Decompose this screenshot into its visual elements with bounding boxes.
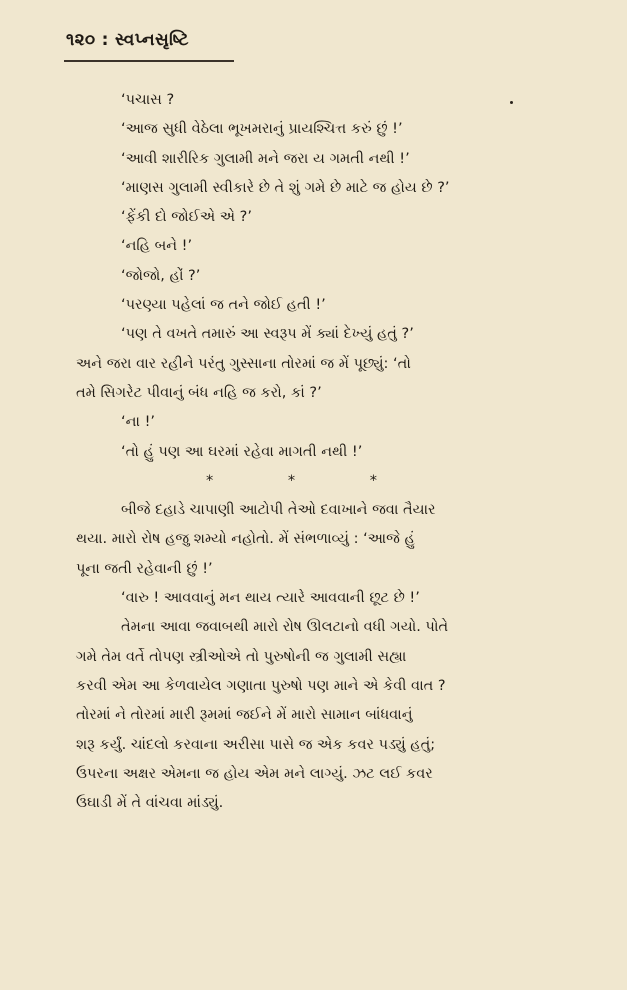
text-line: ‘પરણ્યા પહેલાં જ તને જોઈ હતી !’ — [121, 297, 326, 314]
section-break: * * * — [206, 472, 377, 489]
text-line: બીજે દહાડે ચાપાણી આટોપી તેઓ દવાખાને જવા તૈયાર — [121, 502, 436, 519]
body-text — [76, 86, 596, 818]
text-line: તમે સિગરેટ પીવાનું બંધ નહિ જ કરો, કાં ?’ — [76, 384, 322, 401]
running-head: ૧૨૦ : સ્વપ્નસૃષ્ટિ — [66, 30, 189, 50]
text-line: તેમના આવા જવાબથી મારો રોષ ઊલટાનો વધી ગયો. પોતે — [121, 619, 449, 636]
text-line: ઉઘાડી મેં તે વાંચવા માંડ્યું. — [76, 795, 224, 812]
header-rule — [64, 60, 234, 62]
text-line: ઉપરના અક્ષર એમના જ હોય એમ મને લાગ્યું. ઝટ લઈ કવર — [76, 765, 433, 782]
text-line: થયા. મારો રોષ હજુ શમ્યો નહોતો. મેં સંભળાવ્યું : ‘આજે હું — [76, 531, 415, 548]
text-line: શરૂ કર્યું. ચાંદલો કરવાના અરીસા પાસે જ એક કવર પડ્યું હતું; — [76, 736, 436, 753]
text-line: ‘માણસ ગુલામી સ્વીકારે છે તે શું ગમે છે માટે જ હોય છે ?’ — [121, 179, 450, 196]
text-line: ‘આવી શારીરિક ગુલામી મને જરા ય ગમતી નથી !’ — [121, 150, 410, 167]
text-line: ‘તો હું પણ આ ઘરમાં રહેવા માગતી નથી !’ — [121, 443, 363, 460]
text-line: ગમે તેમ વર્તે તોપણ સ્ત્રીઓએ તો પુરુષોની જ ગુલામી સહ્યા — [76, 648, 407, 665]
text-line: અને જરા વાર રહીને પરંતુ ગુસ્સાના તોરમાં જ મેં પૂછ્યું: ‘તો — [76, 355, 411, 372]
text-line: ‘ફેંકી દો જોઈએ એ ?’ — [121, 209, 252, 226]
text-line: ‘પચાસ ? — [121, 92, 175, 108]
text-line: ‘પણ તે વખતે તમારું આ સ્વરૂપ મેં ક્યાં દેખ્યું હતું ?’ — [121, 326, 414, 343]
text-line: પૂના જતી રહેવાની છું !’ — [76, 560, 213, 577]
text-line: ‘ના !’ — [121, 414, 155, 431]
text-line: તોરમાં ને તોરમાં મારી રૂમમાં જઈને મેં મારો સામાન બાંધવાનું — [76, 707, 413, 724]
text-line: ‘જોજો, હોં ?’ — [121, 267, 201, 284]
text-line: ‘આજ સુધી વેઠેલા ભૂખમરાનું પ્રાયશ્ચિત્ત કરું છું !’ — [121, 121, 403, 138]
text-line: કરવી એમ આ કેળવાયેલ ગણાતા પુરુષો પણ માને એ કેવી વાત ? — [76, 677, 446, 694]
text-line: ‘નહિ બને !’ — [121, 238, 193, 255]
text-line: ‘વારુ ! આવવાનું મન થાય ત્યારે આવવાની છૂટ છે !’ — [121, 590, 420, 607]
